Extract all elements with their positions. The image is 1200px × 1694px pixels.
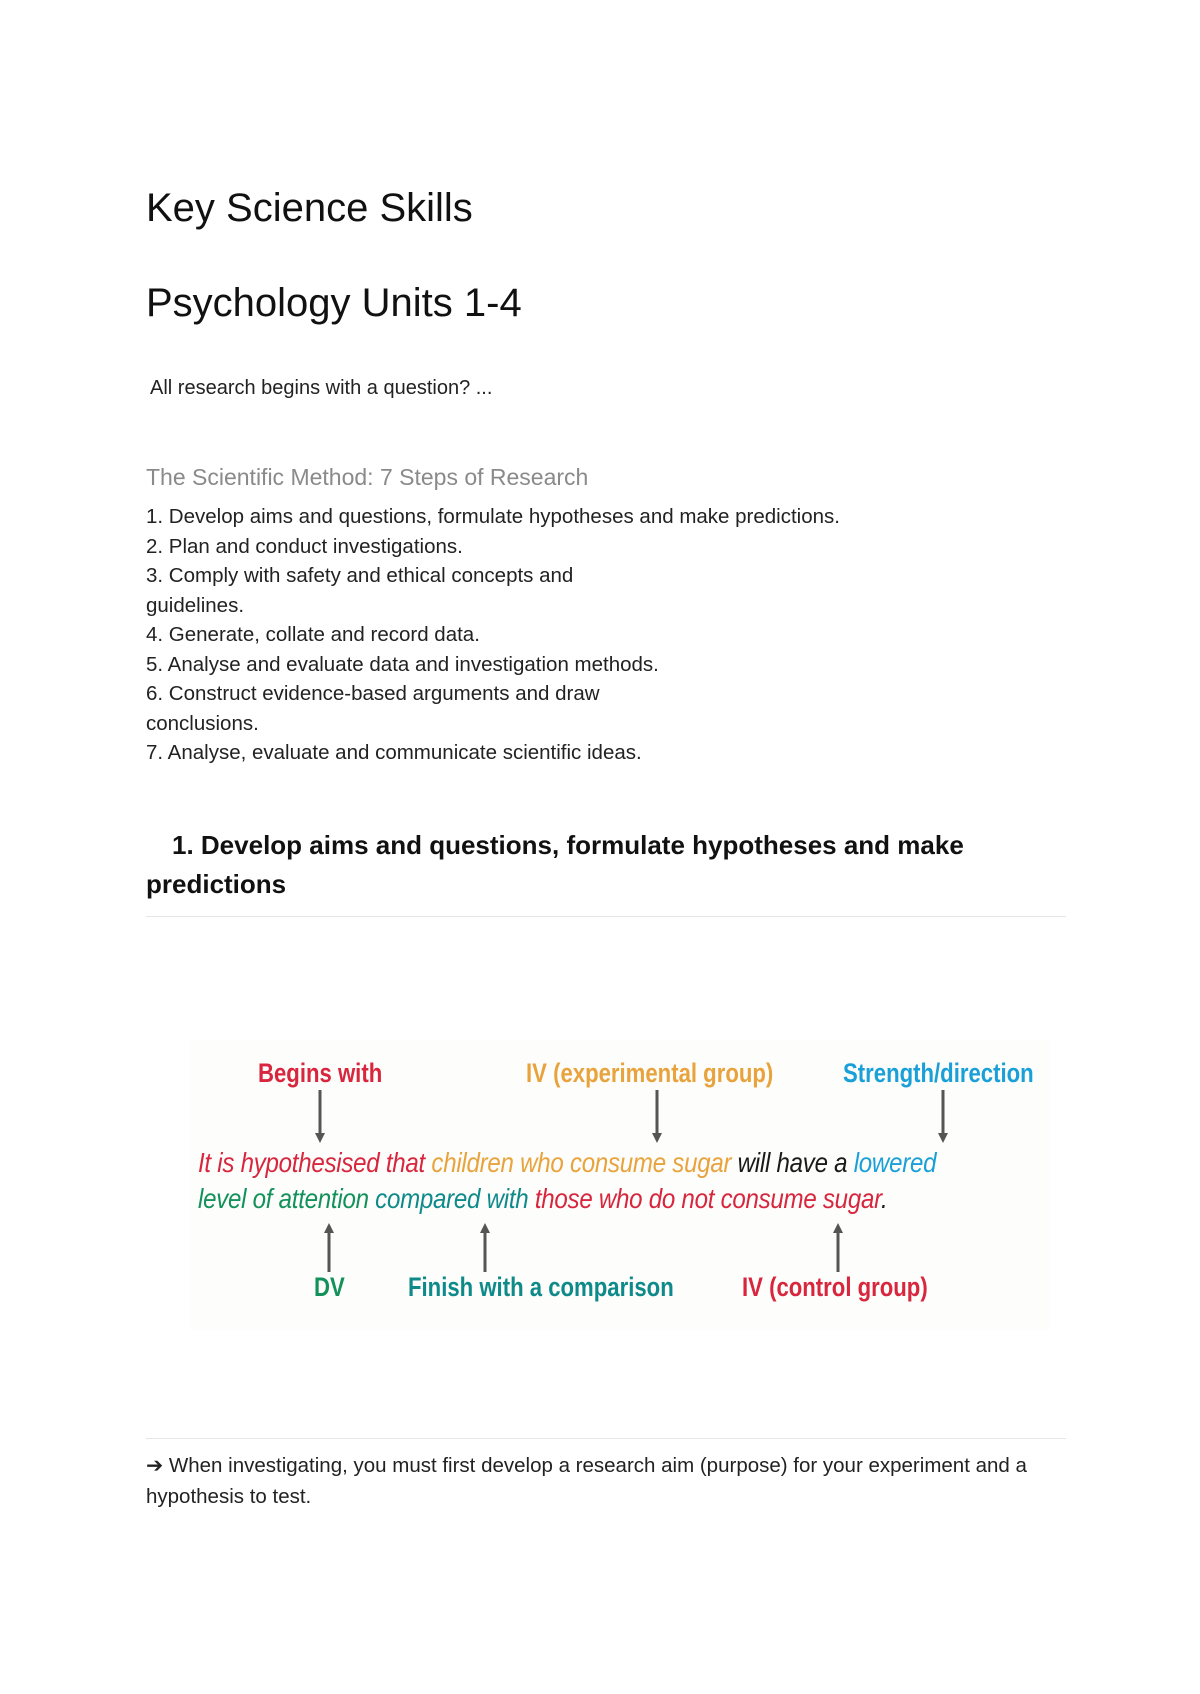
sentence-begins: It is hypothesised that <box>198 1147 425 1178</box>
step-item: 3. Comply with safety and ethical concepts and guidelines. <box>146 564 574 617</box>
step-item: 4. Generate, collate and record data. <box>146 623 480 646</box>
hypothesis-sentence-line1 <box>198 1147 936 1179</box>
note-paragraph <box>146 1450 1076 1512</box>
step-item: 7. Analyse, evaluate and communicate scientific ideas. <box>146 741 642 764</box>
document-title: Key Science Skills <box>146 186 473 230</box>
step-item: 2. Plan and conduct investigations. <box>146 534 463 558</box>
label-begins-with: Begins with <box>258 1058 383 1088</box>
sentence-iv-experimental: children who consume sugar <box>431 1147 732 1178</box>
steps-list <box>146 502 926 768</box>
section-heading-line2: predictions <box>146 869 287 899</box>
section-heading <box>146 826 1046 904</box>
divider <box>146 916 1066 917</box>
right-arrow-icon: ➔ <box>146 1453 164 1477</box>
label-dv: DV <box>314 1272 345 1302</box>
sentence-direction: lowered <box>853 1147 937 1178</box>
label-strength-direction: Strength/direction <box>843 1058 1034 1088</box>
step-item: 1. Develop aims and questions, formulate hypotheses and make predictions. <box>146 505 840 528</box>
hypothesis-diagram <box>190 1040 1050 1330</box>
document-subtitle: Psychology Units 1-4 <box>146 281 522 325</box>
sentence-iv-control: those who do not consume sugar <box>534 1183 881 1214</box>
label-iv-experimental: IV (experimental group) <box>526 1058 774 1088</box>
hypothesis-sentence-line2 <box>198 1183 887 1215</box>
method-heading: The Scientific Method: 7 Steps of Research <box>146 464 589 490</box>
divider <box>146 1438 1066 1439</box>
sentence-connector: will have a <box>737 1147 848 1178</box>
note-text: When investigating, you must first develop a research aim (purpose) for your experiment and a hypothesis to test. <box>146 1454 1027 1508</box>
step-item: 6. Construct evidence-based arguments and draw conclusions. <box>146 682 600 735</box>
sentence-period: . <box>880 1183 888 1214</box>
label-finish-comparison: Finish with a comparison <box>408 1272 674 1302</box>
step-item: 5. Analyse and evaluate data and investigation methods. <box>146 652 659 676</box>
sentence-dv: level of attention <box>198 1183 369 1214</box>
label-iv-control: IV (control group) <box>742 1272 928 1302</box>
sentence-comparison: compared with <box>375 1183 529 1214</box>
section-heading-line1: 1. Develop aims and questions, formulate hypotheses and make <box>172 830 964 860</box>
intro-text: All research begins with a question? ... <box>150 377 493 399</box>
